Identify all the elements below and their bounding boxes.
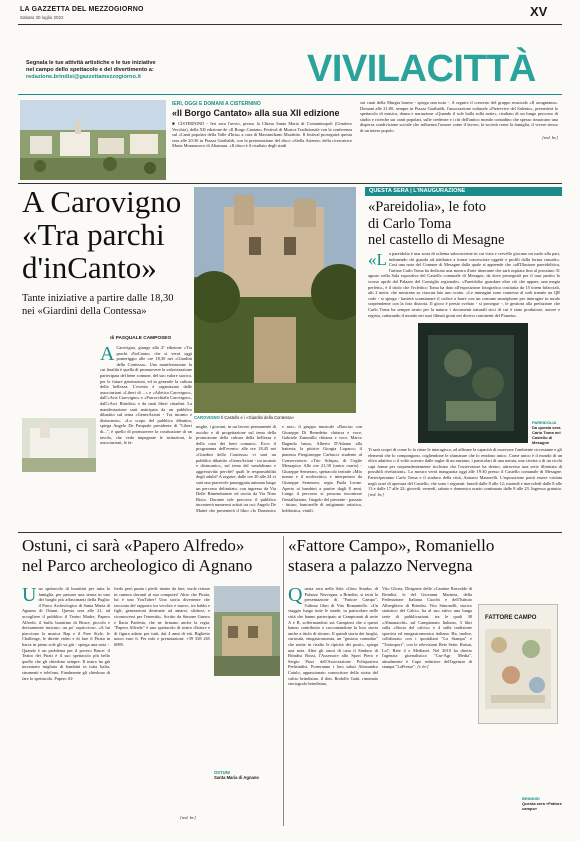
carovigno-subhead-line-1: Tante iniziative a partire dalle 18,30 [22,293,174,304]
carovigno-subhead-line-2: nei «Giardini della Contessa» [22,305,147,317]
ostuni-caption-text: Santa Maria di Agnano [214,775,259,781]
mesagne-dropcap: «L [368,251,387,269]
romaniello-caption-label: BRINDISI [522,796,540,801]
cisternino-photo [20,100,166,180]
carovigno-column-1-text: Carovigno, giunge alla 2ª edizione «Tra parchi d'inCanto» che si verrà oggi pomeriggio alle ore 18,30 nei «Giardini della Contessa». Una manifestazione la cui finalità è quella di promuovere la valorizzazione partecipata del bene comune, del suo valore storico, per le future generazioni, ed in generale la cultura della bellezza. L'evento è organizzato dalle associazioni «Liberi di ...» e «Atletica Carovigno», dall'«Avis Carovigno» e «ParrocchiaIn Carovigno», dall'«Arci Brindisi» e da tanti liberi cittadini. La manifestazione sarà anticipata da un pubblico dibattito sul tema «GenerAzioni - Tra incanto e disincanto». «Lo scopo del pubblico dibattito, spiega Angelo De Pasquale presidente di "Liberi di...", è quello di promuovere la costituzione di un tavolo, che veda impegnate le istituzioni, le associazioni, le fa- [100,345,192,446]
page-number: XV [530,4,548,19]
cisternino-kicker: IERI, OGGI E DOMANI A CISTERNINO [172,101,261,107]
notice-line-1: Segnala le tue attività artistiche e le tue iniziative [26,60,156,66]
bottom-column-divider [283,536,284,826]
carovigno-caption-text: Il Castello e i «Giardini della Contessa» [221,415,295,420]
mesagne-headline-line-2: di Carlo Toma [368,215,452,232]
notice-line-2: nel campo dello spettacolo e del divertimento a: [26,67,154,73]
mesagne-photo-caption [532,420,562,445]
ostuni-headline-line-2: nel Parco archeologico di Agnano [22,556,253,575]
ostuni-caption-label: OSTUNI [214,770,230,775]
mesagne-body-text: a pareidolia è una sorta di schema subcosciente in cui vista e cervello giocano un ruolo alla pari, indunendo chi guarda ad attribuire a forme concesciute oggetti e profili dalla forma casuale». Così una nota del Comune di Mesagne dalla quale si apprende che «all'Illusione pareidolitica, l'artista Carlo Toma ha dedicato una mostra d'arte itinerante che sarà ospitata fino al prossimo 31 agosto nella Sala espositiva del Castello comunale di Mesagne, da dove proseguirà per il tour partito lo scorso aprile dal Palazzo del Consiglio regionale». «Pareidolia: guardare oltre ciò che appare, una magia perfetti», è il titolo che l'eclettico Toma ha dato all'esposizione fotografica costituita da 15 totem bifacciali, alti 2 metri, che mostrano su ciascun lato uno scatto. «Le immagini sono connesse al web tramite un QR code - si spiega - basterà scansionare il codice a barre con un comune smartphone per interagire in modo sorprendente con la foto distorta. Il gioco è presto svelato - si prosegue -, le gestioni alla prefazione che Carlo Toma ha sempre avuto per la natura: i documenti naturali stici di cui è stato produttore, autore e regista, catturando il mondo nei suoi filmati girati nei diversi continenti del Pianeta». [368,251,560,318]
carovigno-headline [22,185,181,284]
cisternino-headline: «Il Borgo Cantato» alla sua XII edizione [172,108,340,118]
ostuni-column-2-text: fredo però punta i piedi: niente da fare, vuole restare in camera davanti al suo computer! Altro che Pirata, lui è uno YouTuber! Una storia divertente che racconta del rapporto tra vecchio e nuovo, tra babbi e figli; generazioni destinate ad amarsi, sfidarsi, e riconoscersi per l'eternità». Scritto da Simone Guerro e Ilaria Paoletta, che ne firmano anche la regia, "Papero Alfredo" è uno spettacolo di teatro d'attore e di figura adatto per tutti, dai 4 anni di età. Biglietto unico euro 6. Per info e prenotazioni: +39 338 265 6089. [114,586,210,647]
notice-box [26,60,196,81]
cisternino-paragraph-left: ■ CISTERNINO - Ieri sera l'avvio, presso la Chiesa Santa Maria di Costantinopoli (Cimitero Vecchio), della XII edizione de «Il Borgo Cantato» Festival di Musica Tradizionale con la conferenza sul «Canti popolari della Valle d'Itria» a cura di Massimiliano Morabito. Il festival proseguirà questa sera alle 20:30 in Piazza Garibaldi, con la presentazione del disco «Stella Ariente» della ricercatrice Maria Monnarroco di Altamura. «Il disco è il risultato degli studi [172,121,352,149]
romaniello-signature: [r. br.] [417,664,429,670]
mesagne-photo [418,323,528,443]
carovigno-caption-label: CAROVIGNO [194,415,220,420]
carovigno-subhead [22,293,173,318]
romaniello-headline [288,536,494,576]
mesagne-signature: [red. br.] [368,491,384,497]
issue-date: Sabato 30 luglio 2022 [20,15,64,20]
carovigno-column-2 [196,424,362,528]
carovigno-column-1 [100,345,192,528]
romaniello-headline-line-2: stasera a palazzo Nervegna [288,556,473,575]
carovigno-column-2-text: miglie, i giovani, in un lavoro permanente di ascolto e di progettazione sul tema della promozione della cultura della bellezza e della cura dei beni comuni». Ecco il programma dell'evento: alle ore 18,45 nei «Giardini della Contessa» vi sarà un pubblico dibattito «GenerAzioni - tra incanto e disincanto», sul tema del vandalismo e aggressività: perché? quali le responsabilità degli adulti? A seguire, dalle ore 20 alle 24 vi sarà una piacevole passeggiata animata lungo un percorso delimitato, con ingresso da Via Delle Rimembranze ed uscita da Via Nino Bixio. Durante tale percorso il pubblico incontrerà numerosi artisti tra cui: Angelo De Mattei che presenterà il libro «Io Domenico e noi»; il gruppo musicale «Rascia» con Giuseppe Di Benedetto chitarra e voce, Gabriele Zammillo chitarra e voce, Marco Bagnulo basso, Alberto D'Adamo alla batteria; la pittrice Giorgia Loparco; il pianista Piergiuseppe Carbucci studente al Conservatorio «Tito Schipa» di Ceglie Messapica. Alle ore 21,30 (unico orario) - Giuseppe Semeraro, spettacolo teatrale «Mio nonno e il molesvitto» e interpretato da Giuseppe Semeraro, regia Paola Leone. Aperto ai bambini a partire dagli 8 anni. Lungo il percorso si possono incontrare l'installazione, l'angolo del presente - passato - futuro, bancarelle di artigianato artistico, hobbistica, vintili. [196,424,362,513]
ostuni-headline [22,536,252,576]
carovigno-photo-caption [194,415,364,420]
section-title: VIVILACITTÀ [307,48,536,90]
ostuni-photo [214,586,280,676]
carovigno-byline: di PASQUALE CAMPOSEO [110,336,172,341]
book-title: FATTORE CAMPO [485,615,537,621]
carovigno-inset-photo [22,418,96,472]
section-rule [18,94,562,95]
ostuni-column-1 [22,586,110,818]
romaniello-column-2-text: Vito Gloria, Dirigente delle «Cantine Rasvalde di Brindisi, le del Giovanni Marinea, della Federazione Italiana Cuochi e dell'Istituto Alberghiero di Brindisi. Vito Simonelli, storico statistico del Calcio, ha al suo attivo una lunga serie di pubblicazioni, tra le quali 38 «Almanacchi» sul Campionato Italiano, 3 libri sulla «Storia del calcio» e 4 sulla tradizione sportiva ed enogastronomica italiana. Ha, inoltre, collaborato con i quotidiani "La Stampa" e "Tuttosport", con le televisioni Rete Sette, Raisat, La7, Rete 4 e Mediaset. Nel 2010 ha diretto l'agenzia giornalistica "Cnr-Agr Media", attualmente è Capo redattore dell'agenzia di stampa "LaPresse". [382,586,472,670]
ostuni-column-1-text: no spettacolo di burattini per tutta la famiglia, per passare una serata in uno dei luoghi più affascinanti della Puglia: il Parco Archeologico di Santa Maria di Agnano di Ostuni. Questa sera alle 21, ad accogliere il pubblico il Teatro Madre, Papero Alfredo, il buffo burattino di Bruce, piccolo e decisamente insicuro, un po' capriccioso. «A lui piacciono la musica Rap e il Free Style, le Challenge, le dirette video e di fare il Pirata in barca in pieno sole gli va giù - spiega una nota -. Quando è un problema per il povero Bruce: il Teatro dei Pirati è il suo spettacolo più bello quello che gli chiedono sempre. Il teatro ha già incontrato migliaia di bambini in tutta Italia, strumenti e telefono. Finalmente gli chiedono di fare lo spettacolo. Papero Al- [22,586,110,681]
newspaper-name: LA GAZZETTA DEL MEZZOGIORNO [20,6,144,13]
romaniello-photo-caption [522,796,562,811]
romaniello-dropcap: Q [288,586,303,606]
ostuni-column-2 [114,586,210,811]
ostuni-headline-line-1: Ostuni, ci sarà «Papero Alfredo» [22,536,245,555]
cisternino-signature: [red. br.] [542,134,558,140]
ostuni-photo-caption [214,770,276,780]
middle-rule [18,532,562,533]
ostuni-signature: [red. br.] [180,815,196,820]
ostuni-dropcap: U [22,586,37,606]
mesagne-kicker: QUESTA SERA | L'INAUGURAZIONE [369,188,466,194]
mesagne-caption-text: Da questa sera Carlo Toma nel Castello di Mesagne [532,425,561,445]
romaniello-column-2 [382,586,472,818]
cisternino-paragraph-right: sui canti della Murgia barese - spiega una nota -. A seguire il concerto del gruppo musicale «Il arragnianu». Domani alle 21:00, sempre in Piazza Garibaldi, l'associazione culturale «Pietrevive del Salento», presenterà lo spettacolo di musica, danza e narrazione «Quando il sole balla sulla notte», risultato di un lungo percorso di studio e ricerche sui canti popolari, sulle credenze e i riti dell'antico mondo contadino che spesso rimarcano una dispersa condivisione sociale che influenza l'umore come il lavoro, la società come la famiglia, il vivere stesso di un intero popolo. [360,100,558,133]
carovigno-photo [194,187,356,413]
romaniello-book-cover [478,604,558,724]
mesagne-headline-line-1: «Pareidolia», le foto [368,199,486,215]
romaniello-column-1 [288,586,378,818]
carovigno-headline-line-2: «Tra parchi [22,217,165,252]
cisternino-text-left [172,121,352,150]
romaniello-headline-line-1: «Fattore Campo», Romaniello [288,536,495,555]
cisternino-text-right [360,100,558,140]
romaniello-column-1-text: uesta sera nella Sala «Gino Strada» di Palazzo Nervegna, a Brindisi, si terrà la presentazione di "Fattore Campo", l'ultimo libro di Vito Romaniello. «Un viaggio lungo tutte le strade, in particolare nelle città che hanno partecipato ai Campionati di serie A e B, soffermandosi sui Campioni che a questi hanno contribuito e raccontandone la loro storia anche a titolo di ritorno. Il quindi storia dei luoghi, curiosità, enogastronomia, un "gustoso connubio" che mette in risalto le tipicità dei posti», spiega una nota. Alter gli onori di casa il Sindaco di Brindisi Rossi, l'Assessore allo Sport Piero e Sergio Pizzi dell'Associazione Polisportiva Perbrindisi. Porteranno i loro saluti Alessandro Caiulo, appassionato conoscitore della storia del calcio brindisino, il dott. Rodolfo Gatti, rinomato storiografo brindisino, [288,586,378,687]
carovigno-headline-line-3: d'inCanto» [22,250,157,285]
romaniello-caption-text: Questa sera «Fattore campo» [522,801,562,811]
mesagne-headline [368,199,505,249]
notice-email[interactable]: redazione.brindisi@gazzettamezzogiorno.it [26,74,141,80]
carovigno-headline-line-1: A Carovigno [22,184,182,219]
mesagne-body-2 [368,447,562,529]
carovigno-dropcap: A [100,345,115,365]
masthead-rule [18,24,562,25]
mesagne-headline-line-3: nel castello di Mesagne [368,232,505,248]
mesagne-caption-label: PAREIDOLIA [532,420,557,425]
mesagne-body-2-text: Ti sarà scopri di come lo fa ritrae le interagisco, ad affinare la capacità di osservare l'ambiente circostante e gli elementi che lo compongono, cogliendone le sfumature che lo rendono unico. Come unico è il mondo di un olivo adattivo o il volto scavato dalle rughe di un anziano, i particolari di una natura, una civetta o di un ricchi capi frame per sorprendentemente ricchiaro che l'osservatore ha dentro, attraverso una serie illimitata di possibili rivelazioni». La mostra verrà inaugurata oggi alle 19:30 presso il Castello comunale di Mesagne. Parteciperanno Carlo Toma e il sindaco della città, Antonio Matarrelli. L'esposizione potrà essere visitata negli orari di apertura del Castello, che sono i seguenti: lunedì dalle 8 alle 12; martedì e mercoledì dalle 8 alle 13 e dalle 17 alle 22; giovedì, venerdì, sabato e domenica orario continuato dalle 8 alle 23. Ingresso gratuito. [368,447,562,492]
